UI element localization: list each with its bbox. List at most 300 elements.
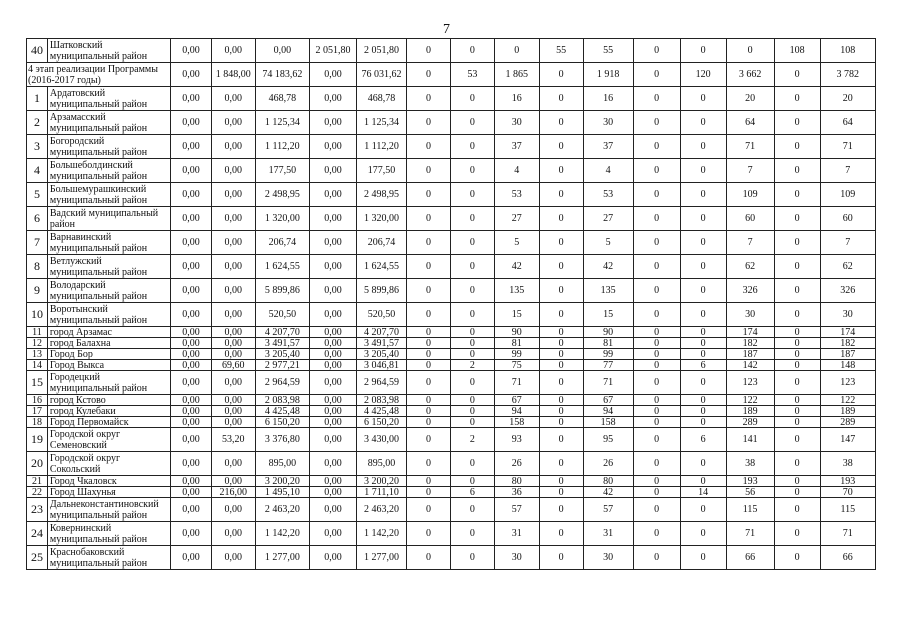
value-cell: 60 — [820, 207, 875, 231]
value-cell: 4 207,70 — [356, 327, 406, 338]
value-cell: 0 — [633, 498, 680, 522]
value-cell: 0,00 — [309, 87, 356, 111]
municipality-name: Город Первомайск — [47, 417, 170, 428]
value-cell: 0 — [407, 63, 451, 87]
value-cell: 80 — [583, 476, 633, 487]
value-cell: 0 — [407, 303, 451, 327]
value-cell: 0 — [407, 159, 451, 183]
value-cell: 0 — [774, 183, 820, 207]
value-cell: 1 918 — [583, 63, 633, 87]
value-cell: 0,00 — [171, 371, 212, 395]
table-row — [27, 546, 876, 570]
value-cell: 0,00 — [211, 87, 255, 111]
value-cell: 0,00 — [309, 135, 356, 159]
value-cell: 0,00 — [211, 111, 255, 135]
table-row — [27, 231, 876, 255]
municipality-name: Арзамасский муниципальный район — [47, 111, 170, 135]
value-cell: 0 — [450, 349, 494, 360]
value-cell: 0 — [539, 371, 583, 395]
value-cell: 0 — [633, 522, 680, 546]
value-cell: 0 — [774, 135, 820, 159]
value-cell: 71 — [494, 371, 539, 395]
value-cell: 0 — [680, 406, 726, 417]
page-number: 7 — [443, 22, 450, 37]
row-number: 13 — [27, 349, 48, 360]
value-cell: 326 — [726, 279, 774, 303]
value-cell: 0 — [774, 395, 820, 406]
value-cell: 0 — [450, 522, 494, 546]
value-cell: 14 — [680, 487, 726, 498]
value-cell: 0 — [680, 183, 726, 207]
value-cell: 0,00 — [171, 487, 212, 498]
value-cell: 0 — [450, 417, 494, 428]
municipality-name: Вадский муниципальный район — [47, 207, 170, 231]
value-cell: 57 — [494, 498, 539, 522]
value-cell: 2 964,59 — [356, 371, 406, 395]
value-cell: 2 463,20 — [255, 498, 309, 522]
value-cell: 0 — [774, 498, 820, 522]
value-cell: 0 — [680, 135, 726, 159]
value-cell: 0 — [539, 327, 583, 338]
value-cell: 0,00 — [211, 349, 255, 360]
value-cell: 206,74 — [255, 231, 309, 255]
value-cell: 193 — [726, 476, 774, 487]
value-cell: 0,00 — [211, 452, 255, 476]
table-row — [27, 417, 876, 428]
value-cell: 0 — [450, 452, 494, 476]
value-cell: 0 — [450, 371, 494, 395]
value-cell: 0 — [633, 360, 680, 371]
value-cell: 0,00 — [171, 349, 212, 360]
value-cell: 90 — [494, 327, 539, 338]
value-cell: 3 205,40 — [356, 349, 406, 360]
value-cell: 0 — [407, 111, 451, 135]
row-number: 24 — [27, 522, 48, 546]
value-cell: 0,00 — [309, 338, 356, 349]
value-cell: 0 — [407, 417, 451, 428]
municipality-name: город Кулебаки — [47, 406, 170, 417]
value-cell: 0 — [539, 135, 583, 159]
value-cell: 0,00 — [309, 159, 356, 183]
value-cell: 0,00 — [211, 255, 255, 279]
value-cell: 6 150,20 — [356, 417, 406, 428]
table-row — [27, 406, 876, 417]
value-cell: 0 — [633, 546, 680, 570]
value-cell: 115 — [820, 498, 875, 522]
value-cell: 0 — [633, 487, 680, 498]
value-cell: 142 — [726, 360, 774, 371]
value-cell: 0,00 — [171, 417, 212, 428]
value-cell: 0 — [774, 452, 820, 476]
value-cell: 62 — [726, 255, 774, 279]
value-cell: 0,00 — [211, 406, 255, 417]
value-cell: 64 — [726, 111, 774, 135]
table-row — [27, 522, 876, 546]
value-cell: 0 — [539, 279, 583, 303]
table-row — [27, 371, 876, 395]
value-cell: 0 — [407, 231, 451, 255]
row-number: 15 — [27, 371, 48, 395]
value-cell: 1 125,34 — [356, 111, 406, 135]
value-cell: 0 — [407, 406, 451, 417]
value-cell: 3 782 — [820, 63, 875, 87]
value-cell: 27 — [494, 207, 539, 231]
value-cell: 0 — [680, 349, 726, 360]
value-cell: 71 — [820, 135, 875, 159]
value-cell: 0 — [407, 87, 451, 111]
value-cell: 0 — [539, 428, 583, 452]
stage-row — [27, 63, 876, 87]
value-cell: 0,00 — [211, 39, 255, 63]
value-cell: 0 — [680, 279, 726, 303]
value-cell: 0 — [726, 39, 774, 63]
value-cell: 53 — [583, 183, 633, 207]
stage-label: 4 этап реализации Программы (2016-2017 годы) — [27, 63, 171, 87]
value-cell: 189 — [820, 406, 875, 417]
value-cell: 0 — [774, 360, 820, 371]
value-cell: 0,00 — [171, 327, 212, 338]
value-cell: 0,00 — [171, 231, 212, 255]
value-cell: 0 — [633, 63, 680, 87]
municipality-name: Варнавинский муниципальный район — [47, 231, 170, 255]
value-cell: 0,00 — [211, 546, 255, 570]
municipality-name: Шатковский муниципальный район — [47, 39, 170, 63]
value-cell: 2 083,98 — [356, 395, 406, 406]
value-cell: 69,60 — [211, 360, 255, 371]
value-cell: 174 — [820, 327, 875, 338]
value-cell: 2 463,20 — [356, 498, 406, 522]
value-cell: 216,00 — [211, 487, 255, 498]
value-cell: 5 — [583, 231, 633, 255]
value-cell: 0 — [539, 406, 583, 417]
value-cell: 0 — [407, 279, 451, 303]
value-cell: 0 — [407, 135, 451, 159]
row-number: 5 — [27, 183, 48, 207]
value-cell: 1 142,20 — [255, 522, 309, 546]
value-cell: 0 — [407, 498, 451, 522]
value-cell: 66 — [726, 546, 774, 570]
value-cell: 30 — [583, 111, 633, 135]
value-cell: 5 — [494, 231, 539, 255]
value-cell: 4 — [583, 159, 633, 183]
value-cell: 1 711,10 — [356, 487, 406, 498]
value-cell: 0,00 — [171, 111, 212, 135]
table-row — [27, 327, 876, 338]
value-cell: 0 — [774, 417, 820, 428]
row-number: 3 — [27, 135, 48, 159]
value-cell: 0,00 — [171, 255, 212, 279]
value-cell: 57 — [583, 498, 633, 522]
value-cell: 0 — [774, 303, 820, 327]
value-cell: 0 — [633, 87, 680, 111]
value-cell: 2 498,95 — [356, 183, 406, 207]
value-cell: 2 — [450, 360, 494, 371]
municipality-name: Богородский муниципальный район — [47, 135, 170, 159]
row-number: 8 — [27, 255, 48, 279]
value-cell: 1 112,20 — [255, 135, 309, 159]
row-number: 2 — [27, 111, 48, 135]
table-row — [27, 255, 876, 279]
value-cell: 0,00 — [211, 135, 255, 159]
value-cell: 4 — [494, 159, 539, 183]
value-cell: 95 — [583, 428, 633, 452]
value-cell: 122 — [820, 395, 875, 406]
value-cell: 0,00 — [171, 498, 212, 522]
value-cell: 3 376,80 — [255, 428, 309, 452]
value-cell: 1 125,34 — [255, 111, 309, 135]
value-cell: 0,00 — [171, 360, 212, 371]
value-cell: 0 — [450, 395, 494, 406]
value-cell: 0 — [539, 360, 583, 371]
value-cell: 1 624,55 — [356, 255, 406, 279]
value-cell: 0 — [633, 371, 680, 395]
value-cell: 0 — [539, 522, 583, 546]
value-cell: 520,50 — [255, 303, 309, 327]
table-row — [27, 476, 876, 487]
value-cell: 99 — [494, 349, 539, 360]
value-cell: 147 — [820, 428, 875, 452]
value-cell: 42 — [494, 255, 539, 279]
municipality-name: Краснобаковский муниципальный район — [47, 546, 170, 570]
value-cell: 0,00 — [211, 183, 255, 207]
value-cell: 0,00 — [211, 395, 255, 406]
value-cell: 0 — [407, 522, 451, 546]
value-cell: 1 277,00 — [356, 546, 406, 570]
value-cell: 0 — [450, 87, 494, 111]
value-cell: 0,00 — [171, 279, 212, 303]
value-cell: 0 — [680, 255, 726, 279]
value-cell: 0 — [633, 406, 680, 417]
value-cell: 0,00 — [309, 406, 356, 417]
value-cell: 0,00 — [171, 522, 212, 546]
value-cell: 115 — [726, 498, 774, 522]
value-cell: 0 — [539, 183, 583, 207]
data-table — [26, 38, 876, 570]
value-cell: 30 — [583, 546, 633, 570]
value-cell: 64 — [820, 111, 875, 135]
value-cell: 0,00 — [309, 498, 356, 522]
value-cell: 1 320,00 — [255, 207, 309, 231]
value-cell: 0 — [680, 159, 726, 183]
value-cell: 0 — [680, 207, 726, 231]
municipality-name: Большемурашкинский муниципальный район — [47, 183, 170, 207]
value-cell: 0 — [407, 183, 451, 207]
value-cell: 1 142,20 — [356, 522, 406, 546]
value-cell: 93 — [494, 428, 539, 452]
table-row — [27, 349, 876, 360]
value-cell: 0 — [633, 349, 680, 360]
value-cell: 0 — [450, 159, 494, 183]
value-cell: 2 051,80 — [356, 39, 406, 63]
value-cell: 20 — [820, 87, 875, 111]
value-cell: 42 — [583, 487, 633, 498]
value-cell: 37 — [583, 135, 633, 159]
value-cell: 0 — [774, 487, 820, 498]
value-cell: 0 — [407, 371, 451, 395]
value-cell: 1 848,00 — [211, 63, 255, 87]
value-cell: 4 425,48 — [255, 406, 309, 417]
value-cell: 193 — [820, 476, 875, 487]
value-cell: 0 — [450, 255, 494, 279]
value-cell: 2 051,80 — [309, 39, 356, 63]
table-row — [27, 279, 876, 303]
value-cell: 0,00 — [309, 63, 356, 87]
value-cell: 55 — [539, 39, 583, 63]
value-cell: 0,00 — [309, 522, 356, 546]
value-cell: 0 — [539, 349, 583, 360]
value-cell: 520,50 — [356, 303, 406, 327]
value-cell: 468,78 — [255, 87, 309, 111]
value-cell: 468,78 — [356, 87, 406, 111]
value-cell: 0 — [633, 111, 680, 135]
value-cell: 0 — [774, 327, 820, 338]
value-cell: 3 491,57 — [356, 338, 406, 349]
value-cell: 0 — [450, 111, 494, 135]
value-cell: 326 — [820, 279, 875, 303]
value-cell: 0 — [407, 338, 451, 349]
value-cell: 0,00 — [171, 135, 212, 159]
value-cell: 74 183,62 — [255, 63, 309, 87]
value-cell: 26 — [494, 452, 539, 476]
value-cell: 0 — [407, 255, 451, 279]
value-cell: 108 — [820, 39, 875, 63]
value-cell: 0,00 — [309, 303, 356, 327]
row-number: 4 — [27, 159, 48, 183]
municipality-name: Ковернинский муниципальный район — [47, 522, 170, 546]
value-cell: 0 — [633, 159, 680, 183]
value-cell: 1 112,20 — [356, 135, 406, 159]
value-cell: 2 083,98 — [255, 395, 309, 406]
value-cell: 148 — [820, 360, 875, 371]
value-cell: 0 — [774, 279, 820, 303]
value-cell: 5 899,86 — [356, 279, 406, 303]
value-cell: 0 — [774, 476, 820, 487]
municipality-name: город Балахна — [47, 338, 170, 349]
row-number: 17 — [27, 406, 48, 417]
table-row — [27, 39, 876, 63]
value-cell: 0 — [680, 498, 726, 522]
value-cell: 289 — [726, 417, 774, 428]
value-cell: 2 — [450, 428, 494, 452]
row-number: 14 — [27, 360, 48, 371]
value-cell: 16 — [583, 87, 633, 111]
value-cell: 66 — [820, 546, 875, 570]
value-cell: 0 — [774, 522, 820, 546]
value-cell: 0,00 — [211, 207, 255, 231]
table-row — [27, 183, 876, 207]
value-cell: 20 — [726, 87, 774, 111]
row-number: 19 — [27, 428, 48, 452]
municipality-name: Городской округ Сокольский — [47, 452, 170, 476]
municipality-name: Город Бор — [47, 349, 170, 360]
value-cell: 0 — [633, 279, 680, 303]
value-cell: 289 — [820, 417, 875, 428]
value-cell: 0 — [539, 303, 583, 327]
value-cell: 31 — [583, 522, 633, 546]
value-cell: 0 — [539, 159, 583, 183]
value-cell: 0 — [450, 39, 494, 63]
value-cell: 56 — [726, 487, 774, 498]
value-cell: 0,00 — [171, 207, 212, 231]
row-number: 16 — [27, 395, 48, 406]
value-cell: 0 — [539, 498, 583, 522]
value-cell: 0 — [633, 476, 680, 487]
municipality-name: город Кстово — [47, 395, 170, 406]
value-cell: 67 — [494, 395, 539, 406]
row-number: 6 — [27, 207, 48, 231]
value-cell: 0 — [407, 39, 451, 63]
value-cell: 0 — [539, 338, 583, 349]
value-cell: 0 — [633, 303, 680, 327]
table-row — [27, 395, 876, 406]
municipality-name: Большеболдинский муниципальный район — [47, 159, 170, 183]
value-cell: 30 — [494, 111, 539, 135]
value-cell: 60 — [726, 207, 774, 231]
table-row — [27, 111, 876, 135]
value-cell: 0 — [450, 338, 494, 349]
value-cell: 0 — [450, 207, 494, 231]
municipality-name: Володарский муниципальный район — [47, 279, 170, 303]
value-cell: 0 — [407, 487, 451, 498]
value-cell: 0 — [539, 452, 583, 476]
value-cell: 0 — [494, 39, 539, 63]
value-cell: 80 — [494, 476, 539, 487]
value-cell: 3 205,40 — [255, 349, 309, 360]
value-cell: 3 200,20 — [255, 476, 309, 487]
value-cell: 0 — [774, 406, 820, 417]
value-cell: 0 — [633, 417, 680, 428]
value-cell: 0 — [774, 111, 820, 135]
value-cell: 7 — [820, 231, 875, 255]
value-cell: 6 — [450, 487, 494, 498]
value-cell: 109 — [726, 183, 774, 207]
table-row — [27, 159, 876, 183]
value-cell: 0 — [539, 87, 583, 111]
value-cell: 0,00 — [309, 452, 356, 476]
municipality-name: Дальнеконстантиновский муниципальный район — [47, 498, 170, 522]
value-cell: 53,20 — [211, 428, 255, 452]
value-cell: 0,00 — [309, 183, 356, 207]
value-cell: 0 — [680, 231, 726, 255]
value-cell: 0 — [450, 183, 494, 207]
value-cell: 0 — [539, 63, 583, 87]
value-cell: 0 — [680, 546, 726, 570]
value-cell: 4 425,48 — [356, 406, 406, 417]
value-cell: 0 — [774, 159, 820, 183]
value-cell: 0 — [633, 327, 680, 338]
value-cell: 70 — [820, 487, 875, 498]
value-cell: 90 — [583, 327, 633, 338]
value-cell: 81 — [583, 338, 633, 349]
value-cell: 0 — [774, 428, 820, 452]
row-number: 20 — [27, 452, 48, 476]
value-cell: 108 — [774, 39, 820, 63]
value-cell: 0 — [539, 207, 583, 231]
value-cell: 6 — [680, 360, 726, 371]
value-cell: 895,00 — [356, 452, 406, 476]
value-cell: 1 277,00 — [255, 546, 309, 570]
value-cell: 0 — [680, 417, 726, 428]
value-cell: 0 — [633, 183, 680, 207]
value-cell: 36 — [494, 487, 539, 498]
value-cell: 0 — [774, 349, 820, 360]
value-cell: 0,00 — [211, 327, 255, 338]
value-cell: 187 — [820, 349, 875, 360]
municipality-name: город Арзамас — [47, 327, 170, 338]
value-cell: 123 — [726, 371, 774, 395]
value-cell: 3 662 — [726, 63, 774, 87]
value-cell: 0 — [680, 338, 726, 349]
